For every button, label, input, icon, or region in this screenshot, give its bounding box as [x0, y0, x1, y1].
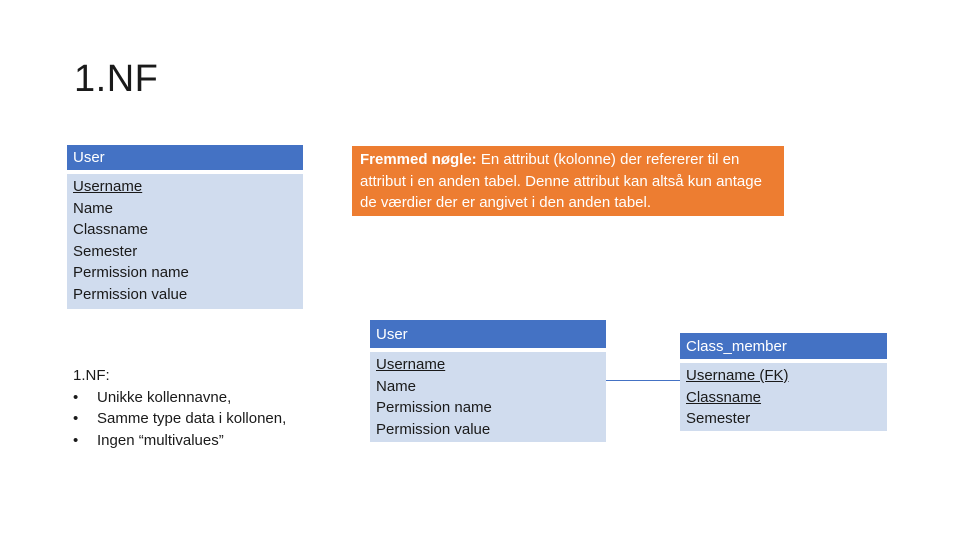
field-permission-name: Permission name — [376, 399, 492, 416]
foreign-key-note-title: Fremmed nøgle: — [360, 151, 477, 168]
user-table-2 — [370, 320, 606, 442]
nf-rules-list — [73, 387, 286, 452]
class-member-table-header: Class_member — [680, 333, 887, 359]
user-table-1-body — [67, 174, 303, 309]
user-table-1-header: User — [67, 145, 303, 170]
class-member-table — [680, 333, 887, 431]
class-member-table-body — [680, 363, 887, 431]
user-table-1 — [67, 145, 303, 309]
bullet-icon: • — [73, 388, 79, 406]
field-semester: Semester — [73, 242, 138, 260]
relationship-line — [606, 380, 680, 381]
bullet-icon: • — [73, 431, 79, 449]
field-permission-value: Permission value — [73, 285, 188, 303]
nf-rules-heading: 1.NF: — [73, 367, 110, 384]
foreign-key-note-text: En attribut (kolonne) der refererer til en attribut i en anden tabel. Denne attribut kan altså kun antage de værdier der er angivet i den anden tabel. — [360, 151, 762, 211]
field-classname: Classname — [73, 221, 149, 238]
field-name: Name — [376, 377, 417, 395]
nf-rule-item: • Unikke kollennavne, — [73, 387, 286, 409]
user-table-2-header: User — [370, 320, 606, 348]
user-table-2-body — [370, 352, 606, 442]
field-username: Username — [73, 178, 143, 195]
field-name: Name — [73, 199, 114, 217]
field-semester: Semester — [686, 410, 751, 427]
field-username-fk: Username (FK) — [686, 367, 789, 384]
field-username: Username — [376, 356, 446, 373]
slide-title: 1.NF — [74, 58, 159, 100]
foreign-key-note — [352, 146, 784, 216]
field-classname: Classname — [686, 388, 762, 406]
bullet-icon: • — [73, 410, 79, 427]
nf-rules — [73, 365, 286, 451]
field-permission-name: Permission name — [73, 264, 189, 281]
field-permission-value: Permission value — [376, 420, 491, 438]
nf-rule-item: • Samme type data i kollonen, — [73, 408, 286, 430]
nf-rule-item: • Ingen “multivalues” — [73, 430, 286, 452]
